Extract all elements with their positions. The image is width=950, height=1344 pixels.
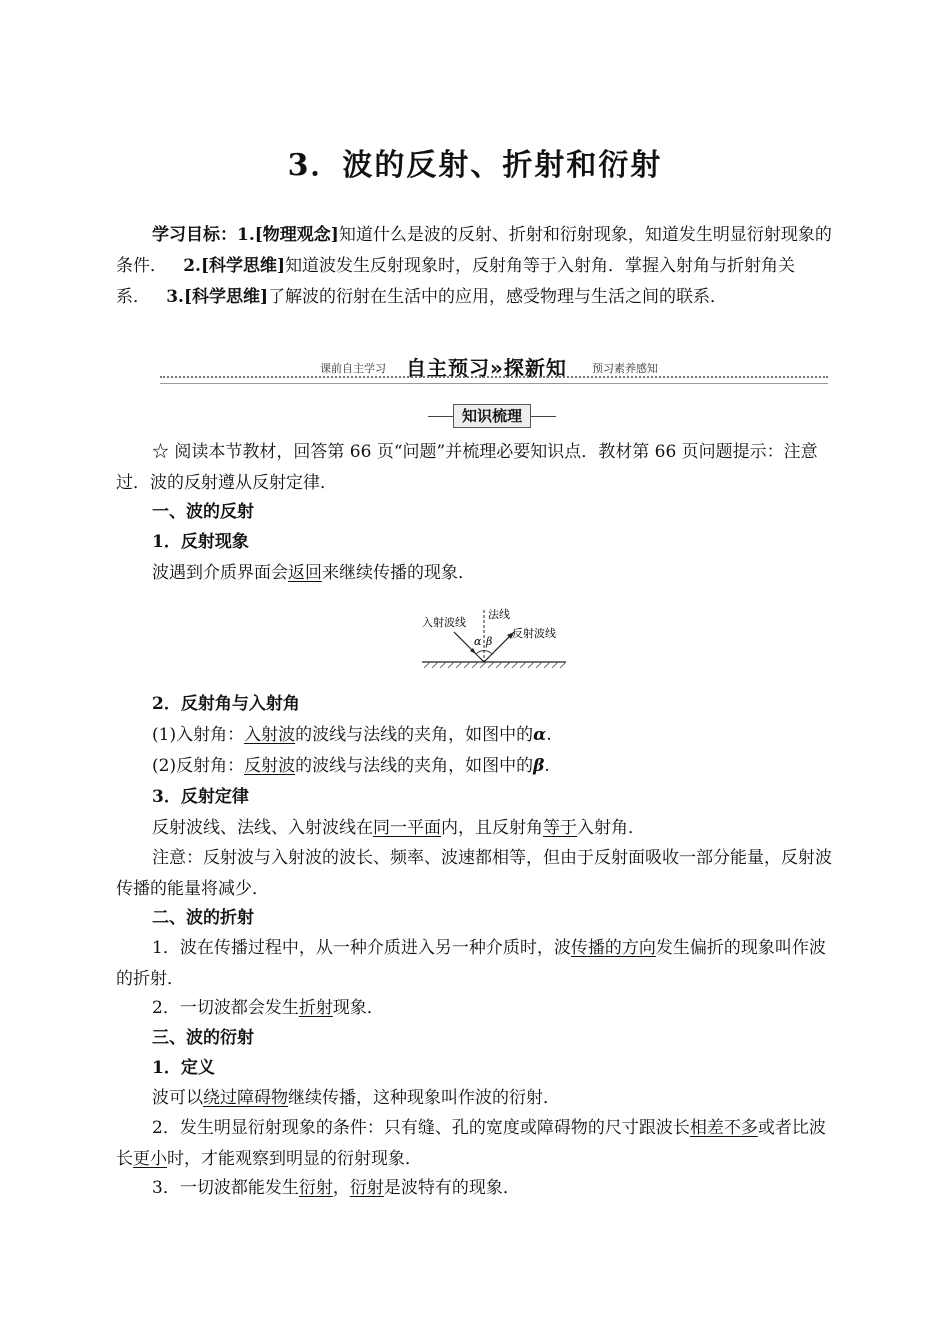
- objective-2-text: 知道波发生反射现象时，反射角等于入射角．掌握入射角与折射角关系．: [116, 256, 796, 307]
- banner-right-text: 预习素养感知: [592, 362, 658, 375]
- text-segment: 3．一切波都能发生: [152, 1178, 299, 1198]
- underlined-term: 相差不多: [689, 1118, 758, 1138]
- underlined-term: 同一平面: [373, 818, 441, 838]
- refraction-def: [116, 933, 836, 995]
- text-segment: 来继续传播的现象．: [322, 563, 475, 583]
- underlined-term: 绕过: [203, 1088, 237, 1108]
- section-badge: [427, 404, 557, 430]
- text-segment: 波遇到介质界面会: [152, 563, 288, 583]
- beta-label: β: [486, 635, 493, 648]
- section-1-sub-2: 2．反射角与入射角: [152, 694, 300, 714]
- section-3-sub-1: 1．定义: [152, 1058, 215, 1078]
- banner-divider: [160, 376, 828, 384]
- objective-1-text: 知道什么是波的反射、折射和衍射现象，知道发生明显衍射现象的条件．: [116, 225, 832, 276]
- underlined-term: 反射波: [244, 756, 296, 776]
- underlined-term: 等于: [543, 818, 577, 838]
- underlined-term: 入射波: [244, 725, 296, 745]
- reflection-diagram: [418, 606, 570, 674]
- intro-paragraph: ☆ 阅读本节教材，回答第 66 页“问题”并梳理必要知识点．教材第 66 页问题提示：注意过．波的反射遵从反射定律．: [116, 442, 818, 493]
- section-3-heading: 三、波的衍射: [152, 1028, 254, 1048]
- text-segment: 2．一切波都会发生: [152, 998, 299, 1018]
- diffraction-def: [116, 1083, 836, 1114]
- incident-ray-label: 入射波线: [422, 616, 466, 629]
- text-segment: 内，且反射角: [441, 818, 543, 838]
- underlined-term: 衍射: [298, 1178, 333, 1198]
- badge-label: 知识梳理: [453, 404, 531, 428]
- surface-hatching: [424, 662, 566, 668]
- objective-3-text: 了解波的衍射在生活中的应用，感受物理与生活之间的联系．: [268, 287, 728, 307]
- alpha-label: α: [474, 635, 482, 648]
- reflected-ray-label: 反射波线: [512, 627, 556, 640]
- text-segment: .: [544, 756, 550, 776]
- text-segment: 发生偏折的现象叫作波的折射．: [116, 938, 826, 989]
- reflection-note: 注意：反射波与入射波的波长、频率、波速都相等，但由于反射面吸收一部分能量，反射波传播的能量将减少．: [116, 848, 832, 899]
- objective-3-tag: 3.[科学思维]: [166, 287, 269, 307]
- refraction-universal: [116, 993, 836, 1024]
- text-segment: 继续传播，这种现象叫作波的衍射．: [288, 1088, 560, 1108]
- text-segment: .: [546, 725, 552, 745]
- banner-main-1: 自主预习: [406, 356, 490, 380]
- underlined-term: 传播的方向: [570, 938, 656, 958]
- text-segment: 时，才能观察到明显的衍射现象．: [167, 1149, 422, 1169]
- banner-main-2: 探新知: [503, 356, 567, 380]
- text-segment: 是波特有的现象．: [383, 1178, 520, 1198]
- objectives-label: 学习目标：: [152, 225, 237, 245]
- incident-angle-def: [116, 720, 836, 751]
- text-segment: 的波线与法线的夹角，如图中的: [295, 756, 534, 776]
- banner-left-text: 课前自主学习: [320, 362, 386, 375]
- text-segment: ，: [332, 1178, 350, 1198]
- text-segment: 1．波在传播过程中，从一种介质进入另一种介质时，波: [152, 938, 571, 958]
- text-segment: 反射波线、法线、入射波线在: [152, 818, 373, 838]
- page-title: 3．波的反射、折射和衍射: [287, 148, 663, 183]
- text-segment: 波可以: [152, 1088, 203, 1108]
- objective-2-tag: 2.[科学思维]: [183, 256, 286, 276]
- text-segment: 入射角．: [577, 818, 645, 838]
- text-segment: 或者比波长: [116, 1118, 826, 1169]
- text-segment: 2．发生明显衍射现象的条件：只有缝、孔的宽度或障碍物的尺寸跟波长: [152, 1118, 690, 1138]
- reflection-angle-def: [116, 751, 836, 782]
- reflection-phenomenon: [116, 558, 836, 589]
- text-segment: 的波线与法线的夹角，如图中的: [295, 725, 534, 745]
- section-banner: [160, 354, 828, 384]
- text-segment: 现象．: [332, 998, 384, 1018]
- section-1-sub-3: 3．反射定律: [152, 787, 249, 807]
- underlined-term: 折射: [298, 998, 333, 1018]
- reflection-law: [116, 813, 836, 844]
- text-segment: (2)反射角：: [152, 756, 245, 776]
- underlined-term: 返回: [288, 563, 322, 583]
- underlined-term: 障碍物: [237, 1088, 288, 1108]
- objective-1-tag: 1.[物理观念]: [237, 225, 339, 245]
- underlined-term: 衍射: [349, 1178, 384, 1198]
- text-segment: (1)入射角：: [152, 725, 245, 745]
- diffraction-universal: [116, 1173, 836, 1204]
- section-1-sub-1: 1．反射现象: [152, 532, 249, 552]
- underlined-term: 更小: [133, 1149, 167, 1169]
- beta-symbol: β: [533, 756, 545, 776]
- section-2-heading: 二、波的折射: [152, 908, 254, 928]
- arrow-icon: »: [490, 356, 504, 380]
- learning-objectives: [116, 220, 836, 313]
- section-1-heading: 一、波的反射: [152, 502, 254, 522]
- normal-label: 法线: [488, 608, 510, 621]
- alpha-symbol: α: [533, 725, 547, 745]
- diffraction-condition: [116, 1113, 836, 1175]
